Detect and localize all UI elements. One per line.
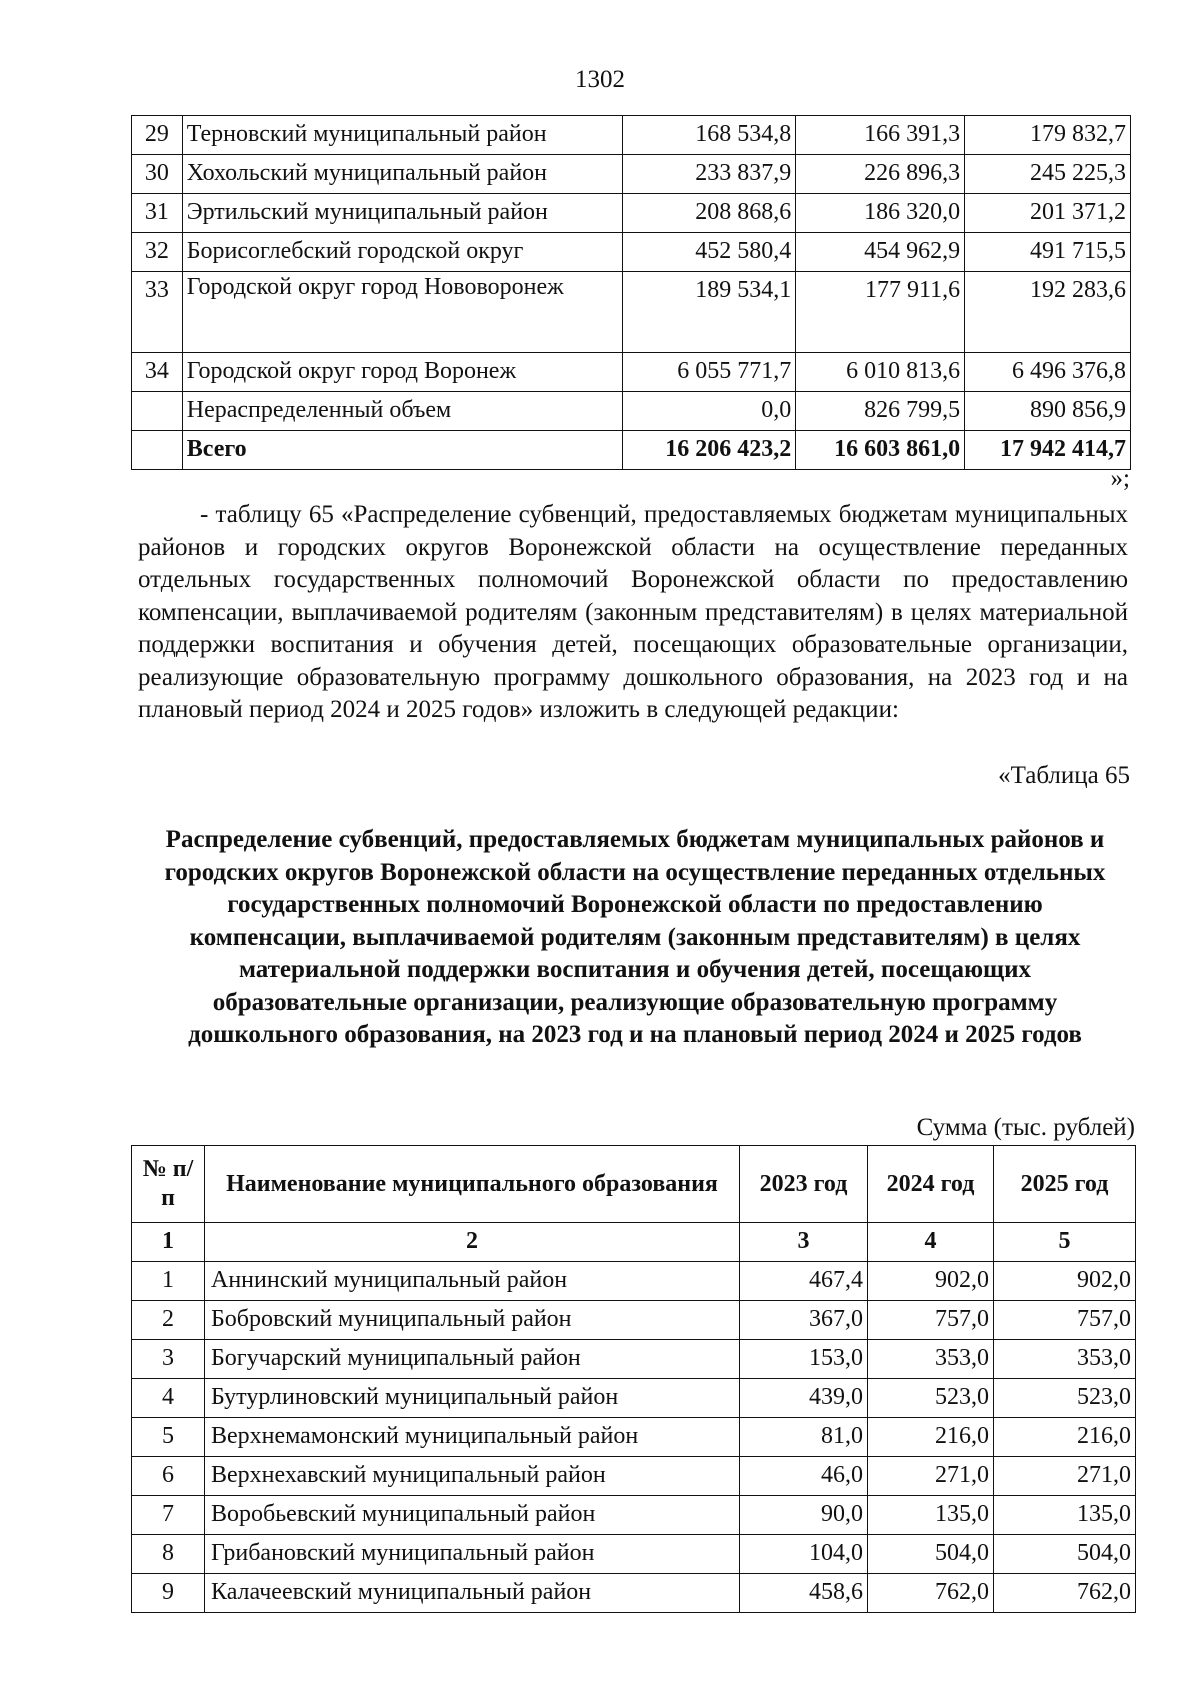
value-2024: 826 799,5	[796, 392, 965, 431]
municipality-name: Бобровский муниципальный район	[205, 1301, 740, 1340]
row-number: 31	[132, 194, 183, 233]
value-2025: 762,0	[994, 1574, 1136, 1613]
units-caption: Сумма (тыс. рублей)	[916, 1114, 1135, 1141]
value-2023: 189 534,1	[623, 272, 796, 353]
municipality-name: Верхнемамонский муниципальный район	[205, 1418, 740, 1457]
table-row	[132, 155, 1131, 194]
municipality-name: Терновский муниципальный район	[182, 116, 622, 155]
header-2025: 2025 год	[994, 1146, 1136, 1223]
value-2023: 104,0	[740, 1535, 868, 1574]
row-number: 33	[132, 272, 183, 353]
municipality-name: Городской округ город Воронеж	[182, 353, 622, 392]
value-2024: 166 391,3	[796, 116, 965, 155]
table-row	[132, 1418, 1136, 1457]
value-2023: 81,0	[740, 1418, 868, 1457]
value-2025: 523,0	[994, 1379, 1136, 1418]
column-number: 2	[205, 1223, 740, 1262]
table-row	[132, 1535, 1136, 1574]
total-2025: 17 942 414,7	[965, 431, 1131, 470]
value-2024: 186 320,0	[796, 194, 965, 233]
header-name: Наименование муниципального образования	[205, 1146, 740, 1223]
row-number: 6	[132, 1457, 205, 1496]
value-2023: 208 868,6	[623, 194, 796, 233]
value-2024: 177 911,6	[796, 272, 965, 353]
municipality-name: Хохольский муниципальный район	[182, 155, 622, 194]
table-row	[132, 1379, 1136, 1418]
row-number: 9	[132, 1574, 205, 1613]
value-2025: 179 832,7	[965, 116, 1131, 155]
value-2023: 46,0	[740, 1457, 868, 1496]
total-2023: 16 206 423,2	[623, 431, 796, 470]
value-2025: 245 225,3	[965, 155, 1131, 194]
table-header-row	[132, 1146, 1136, 1223]
table-row	[132, 116, 1131, 155]
municipality-name: Нераспределенный объем	[182, 392, 622, 431]
value-2023: 168 534,8	[623, 116, 796, 155]
table-row	[132, 1340, 1136, 1379]
header-number: № п/п	[132, 1146, 205, 1223]
column-number: 5	[994, 1223, 1136, 1262]
value-2024: 454 962,9	[796, 233, 965, 272]
column-number: 4	[868, 1223, 994, 1262]
value-2024: 216,0	[868, 1418, 994, 1457]
value-2023: 367,0	[740, 1301, 868, 1340]
table-row	[132, 1457, 1136, 1496]
value-2023: 6 055 771,7	[623, 353, 796, 392]
value-2024: 271,0	[868, 1457, 994, 1496]
municipality-name: Борисоглебский городской округ	[182, 233, 622, 272]
column-number-row	[132, 1223, 1136, 1262]
value-2023: 458,6	[740, 1574, 868, 1613]
municipality-name: Эртильский муниципальный район	[182, 194, 622, 233]
table-row	[132, 1301, 1136, 1340]
table-label: «Таблица 65	[998, 762, 1130, 789]
municipality-name: Воробьевский муниципальный район	[205, 1496, 740, 1535]
municipality-name: Калачеевский муниципальный район	[205, 1574, 740, 1613]
value-2025: 201 371,2	[965, 194, 1131, 233]
value-2024: 523,0	[868, 1379, 994, 1418]
value-2025: 491 715,5	[965, 233, 1131, 272]
value-2024: 504,0	[868, 1535, 994, 1574]
total-number-cell	[132, 431, 183, 470]
table-row	[132, 1574, 1136, 1613]
value-2023: 233 837,9	[623, 155, 796, 194]
value-2025: 192 283,6	[965, 272, 1131, 353]
value-2024: 135,0	[868, 1496, 994, 1535]
total-2024: 16 603 861,0	[796, 431, 965, 470]
previous-table-continuation	[131, 115, 1131, 470]
amendment-paragraph: - таблицу 65 «Распределение субвенций, предоставляемых бюджетам муниципальных районов и городских округов Воронежской области на осуществление переданных отдельных государственных полномочий Воронежской области по предоставлению компенсации, выплачиваемой родителям (законным представителям) в целях материальной поддержки воспитания и обучения детей, посещающих образовательные организации, реализующие образовательную программу дошкольного образования, на 2023 год и на плановый период 2024 и 2025 годов» изложить в следующей редакции:	[138, 501, 1128, 723]
value-2024: 757,0	[868, 1301, 994, 1340]
table-title: Распределение субвенций, предоставляемых бюджетам муниципальных районов и городских округов Воронежской области на осуществление переданных отдельных государственных полномочий Воронежской области по предоставлению компенсации, выплачиваемой родителям (законным представителям) в целях материальной поддержки воспитания и обучения детей, посещающих образовательные организации, реализующие образовательную программу дошкольного образования, на 2023 год и на плановый период 2024 и 2025 годов	[164, 826, 1106, 1048]
row-number: 29	[132, 116, 183, 155]
total-row	[132, 431, 1131, 470]
value-2025: 6 496 376,8	[965, 353, 1131, 392]
value-2024: 762,0	[868, 1574, 994, 1613]
row-number: 8	[132, 1535, 205, 1574]
value-2023: 153,0	[740, 1340, 868, 1379]
value-2023: 0,0	[623, 392, 796, 431]
column-number: 3	[740, 1223, 868, 1262]
municipality-name: Грибановский муниципальный район	[205, 1535, 740, 1574]
value-2024: 6 010 813,6	[796, 353, 965, 392]
value-2023: 90,0	[740, 1496, 868, 1535]
table-row	[132, 194, 1131, 233]
table-row	[132, 1262, 1136, 1301]
value-2025: 902,0	[994, 1262, 1136, 1301]
value-2025: 757,0	[994, 1301, 1136, 1340]
value-2023: 467,4	[740, 1262, 868, 1301]
value-2024: 226 896,3	[796, 155, 965, 194]
value-2025: 271,0	[994, 1457, 1136, 1496]
table-row	[132, 392, 1131, 431]
municipality-name: Городской округ город Нововоронеж	[182, 272, 622, 353]
row-number: 30	[132, 155, 183, 194]
value-2025: 135,0	[994, 1496, 1136, 1535]
row-number: 32	[132, 233, 183, 272]
value-2023: 439,0	[740, 1379, 868, 1418]
municipality-name: Бутурлиновский муниципальный район	[205, 1379, 740, 1418]
value-2025: 353,0	[994, 1340, 1136, 1379]
page-number: 1302	[575, 66, 625, 93]
value-2025: 216,0	[994, 1418, 1136, 1457]
row-number: 7	[132, 1496, 205, 1535]
value-2024: 902,0	[868, 1262, 994, 1301]
header-2023: 2023 год	[740, 1146, 868, 1223]
municipality-name: Верхнехавский муниципальный район	[205, 1457, 740, 1496]
table-65	[131, 1145, 1136, 1613]
header-2024: 2024 год	[868, 1146, 994, 1223]
value-2025: 890 856,9	[965, 392, 1131, 431]
row-number: 5	[132, 1418, 205, 1457]
row-number: 2	[132, 1301, 205, 1340]
total-label: Всего	[182, 431, 622, 470]
row-number: 4	[132, 1379, 205, 1418]
municipality-name: Аннинский муниципальный район	[205, 1262, 740, 1301]
table-row	[132, 233, 1131, 272]
table-row	[132, 272, 1131, 353]
value-2024: 353,0	[868, 1340, 994, 1379]
row-number: 34	[132, 353, 183, 392]
row-number	[132, 392, 183, 431]
value-2025: 504,0	[994, 1535, 1136, 1574]
value-2023: 452 580,4	[623, 233, 796, 272]
table-row	[132, 353, 1131, 392]
closing-quote: »;	[1110, 465, 1130, 492]
municipality-name: Богучарский муниципальный район	[205, 1340, 740, 1379]
row-number: 3	[132, 1340, 205, 1379]
table-row	[132, 1496, 1136, 1535]
column-number: 1	[132, 1223, 205, 1262]
row-number: 1	[132, 1262, 205, 1301]
